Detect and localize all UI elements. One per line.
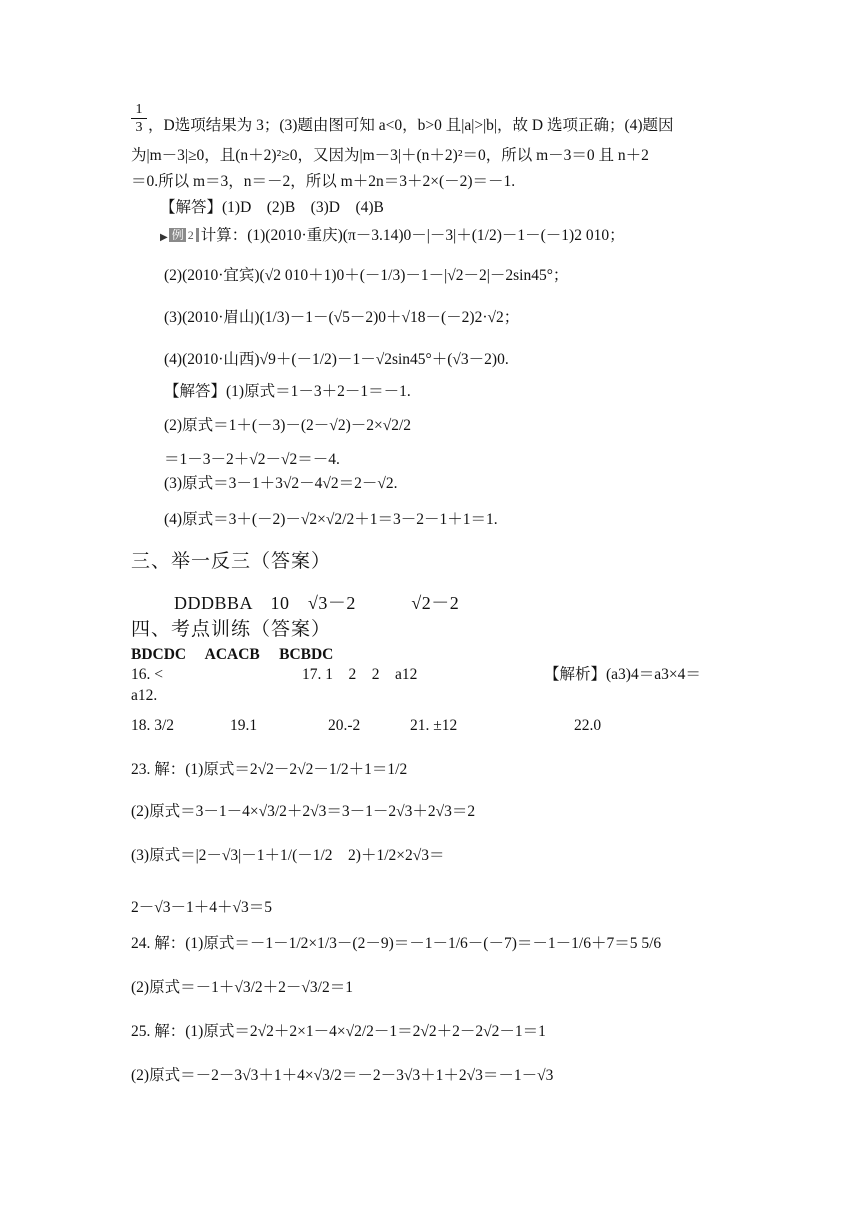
answer-21: 21. ±12 [410,717,458,734]
solution-line: (3)原式＝3－1＋3√2－4√2＝2－√2. [164,475,398,492]
answer-23-part-1: 23. 解：(1)原式＝2√2－2√2－1/2＋1＝1/2 [131,761,408,778]
solution-line: (4)原式＝3＋(－2)－√2×√2/2＋1＝3－2－1＋1＝1. [164,511,498,528]
choice-answers-row: BDCDC ACACB BCBDC [131,646,334,663]
example-2-question-4: (4)(2010·山西)√9＋(－1/2)－1－√2sin45°＋(√3－2)0. [164,351,509,368]
answer-24-part-1: 24. 解：(1)原式＝－1－1/2×1/3－(2－9)＝－1－1/6－(－7)＝－1－1/6＋7＝5 5/6 [131,935,662,952]
answer-20: 20.-2 [328,717,361,734]
section-3-answers: DDDBBA 10 √3－2 √2－2 [174,593,460,613]
answer-19: 19.1 [230,717,258,734]
section-4-heading: 四、考点训练（答案） [131,619,332,640]
solution-line: 【解答】(1)原式＝1－3＋2－1＝－1. [164,383,411,400]
answer-22: 22.0 [574,717,602,734]
example-tag: 例 2 [169,228,199,242]
example-2-question-1: ▶ 例 2 计算：(1)(2010·重庆)(π－3.14)0－|－3|＋(1/2)－1－(－1)2 010； [160,227,625,244]
text-line: ＝0.所以 m＝3，n＝－2，所以 m＋2n＝3＋2×(－2)＝－1. [131,173,516,190]
answer-23-part-3-result: 2－√3－1＋4＋√3＝5 [131,899,273,916]
answer-18: 18. 3/2 [131,717,175,734]
text-line: ，D选项结果为 3；(3)题由图可知 a<0，b>0 且|a|>|b|，故 D 选项正确；(4)题因 [148,117,674,134]
fraction-numerator: 1 [135,102,143,117]
solution-line: (2)原式＝1＋(－3)－(2－√2)－2×√2/2 [164,417,412,434]
example-2-question-3: (3)(2010·眉山)(1/3)－1－(√5－2)0＋√18－(－2)2·√2； [164,309,520,326]
fraction-one-third [131,102,147,135]
section-3-heading: 三、举一反三（答案） [131,551,332,572]
fraction-denominator: 3 [135,120,143,135]
answer-24-part-2: (2)原式＝－1＋√3/2＋2－√3/2＝1 [131,979,353,996]
answer-25-part-1: 25. 解：(1)原式＝2√2＋2×1－4×√2/2－1＝2√2＋2－2√2－1＝1 [131,1023,546,1040]
example-2-question-2: (2)(2010·宜宾)(√2 010＋1)0＋(－1/3)－1－|√2－2|－2sin45°； [164,267,569,284]
solution-line: ＝1－3－2＋√2－√2＝－4. [164,451,340,468]
answer-17: 17. 1 2 2 a12 [302,666,418,683]
answer-23-part-2: (2)原式＝3－1－4×√3/2＋2√3＝3－1－2√3＋2√3＝2 [131,803,476,820]
triangle-marker-icon: ▶ [160,232,168,243]
answer-line: 【解答】(1)D (2)B (3)D (4)B [160,199,384,216]
text-line: 为|m－3|≥0，且(n＋2)²≥0，又因为|m－3|＋(n＋2)²＝0，所以 m－3＝0 且 n＋2 [131,147,649,164]
answer-23-part-3: (3)原式＝|2－√3|－1＋1/(－1/2 2)＋1/2×2√3＝ [131,847,445,864]
answer-17-note-cont: a12. [131,687,158,704]
answer-17-note: 【解析】(a3)4＝a3×4＝ [544,666,701,683]
answer-16: 16. < [131,666,163,683]
answer-25-part-2: (2)原式＝－2－3√3＋1＋4×√3/2＝－2－3√3＋1＋2√3＝－1－√3 [131,1067,554,1084]
